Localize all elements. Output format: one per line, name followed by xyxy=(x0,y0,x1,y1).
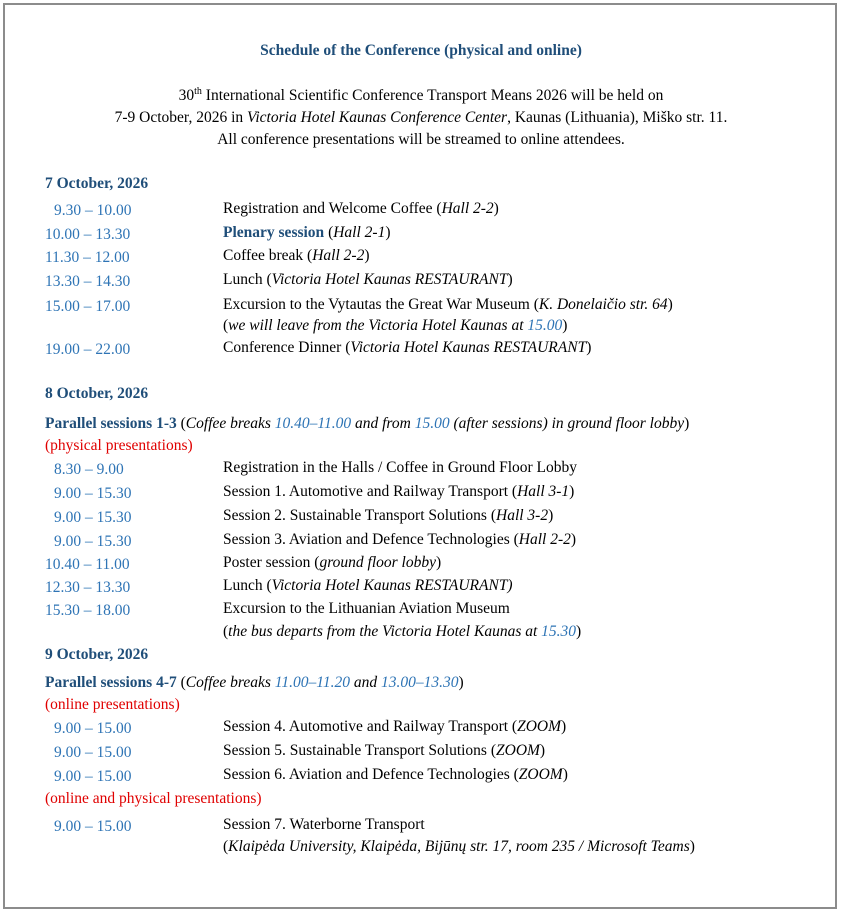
event-note: (we will leave from the Victoria Hotel Kaunas at 15.00) xyxy=(223,317,568,334)
time-slot: 12.30 – 13.30 xyxy=(45,579,131,596)
event-item: Plenary session (Hall 2-1) xyxy=(223,224,391,241)
time-slot: 9.30 – 10.00 xyxy=(54,202,132,219)
day-heading-3: 9 October, 2026 xyxy=(45,646,149,663)
event-item: Registration in the Halls / Coffee in Ground Floor Lobby xyxy=(223,459,578,476)
event-item: Session 3. Aviation and Defence Technologies (Hall 2-2) xyxy=(223,531,577,548)
plenary-label: Plenary session xyxy=(223,224,325,241)
intro-dates: 7-9 October, 2026 in xyxy=(114,109,248,126)
event-item: Session 5. Sustainable Transport Solutions (ZOOM) xyxy=(223,742,546,759)
time-slot: 15.30 – 18.00 xyxy=(45,602,131,619)
intro-line-2 xyxy=(0,109,842,127)
ordinal-suffix: th xyxy=(194,86,202,97)
parallel-sessions-header: Parallel sessions 4-7 (Coffee breaks 11.00–11.20 and 13.00–13.30) xyxy=(45,674,464,691)
event-item: Registration and Welcome Coffee (Hall 2-2) xyxy=(223,200,499,217)
intro-venue: Victoria Hotel Kaunas Conference Center xyxy=(247,109,508,126)
time-slot: 9.00 – 15.30 xyxy=(54,485,132,502)
time-slot: 9.00 – 15.00 xyxy=(54,768,132,785)
event-note: (Klaipėda University, Klaipėda, Bijūnų str. 17, room 235 / Microsoft Teams) xyxy=(223,838,695,855)
event-item: Excursion to the Vytautas the Great War Museum (K. Donelaičio str. 64) xyxy=(223,296,673,313)
intro-line-1-text: International Scientific Conference Transport Means 2026 will be held on xyxy=(201,87,664,104)
page-title: Schedule of the Conference (physical and online) xyxy=(260,42,582,59)
intro-line-3: All conference presentations will be streamed to online attendees. xyxy=(217,131,625,148)
intro-address: , Kaunas (Lithuania), Miško str. 11. xyxy=(507,109,728,126)
time-slot: 19.00 – 22.00 xyxy=(45,341,131,358)
event-item: Excursion to the Lithuanian Aviation Museum xyxy=(223,600,510,617)
parallel-sessions-header: Parallel sessions 1-3 (Coffee breaks 10.40–11.00 and from 15.00 (after sessions) in ground floor lobby) xyxy=(45,415,690,432)
day-heading-1: 7 October, 2026 xyxy=(45,175,149,192)
time-slot: 11.30 – 12.00 xyxy=(45,249,130,266)
event-item: Poster session (ground floor lobby) xyxy=(223,554,442,571)
event-item: Session 4. Automotive and Railway Transport (ZOOM) xyxy=(223,718,567,735)
intro-line-1 xyxy=(0,87,842,105)
time-slot: 10.00 – 13.30 xyxy=(45,226,131,243)
event-item: Conference Dinner (Victoria Hotel Kaunas RESTAURANT) xyxy=(223,339,592,356)
conference-number: 30 xyxy=(178,87,195,104)
event-item: Session 7. Waterborne Transport xyxy=(223,816,425,833)
time-slot: 9.00 – 15.00 xyxy=(54,818,132,835)
event-item: Session 2. Sustainable Transport Solutions (Hall 3-2) xyxy=(223,507,554,524)
event-item: Lunch (Victoria Hotel Kaunas RESTAURANT) xyxy=(223,577,513,594)
time-slot: 9.00 – 15.00 xyxy=(54,744,132,761)
presentation-mode: (online and physical presentations) xyxy=(45,790,262,807)
presentation-mode: (online presentations) xyxy=(45,696,180,713)
day-heading-2: 8 October, 2026 xyxy=(45,385,149,402)
time-slot: 9.00 – 15.30 xyxy=(54,509,132,526)
time-slot: 15.00 – 17.00 xyxy=(45,298,131,315)
presentation-mode: (physical presentations) xyxy=(45,437,193,454)
event-item: Coffee break (Hall 2-2) xyxy=(223,247,370,264)
time-slot: 9.00 – 15.00 xyxy=(54,720,132,737)
event-item: Session 6. Aviation and Defence Technologies (ZOOM) xyxy=(223,766,568,783)
time-slot: 8.30 – 9.00 xyxy=(54,461,124,478)
time-slot: 13.30 – 14.30 xyxy=(45,273,131,290)
event-note: (the bus departs from the Victoria Hotel Kaunas at 15.30) xyxy=(223,623,582,640)
event-item: Session 1. Automotive and Railway Transport (Hall 3-1) xyxy=(223,483,575,500)
event-item: Lunch (Victoria Hotel Kaunas RESTAURANT) xyxy=(223,271,513,288)
time-slot: 9.00 – 15.30 xyxy=(54,533,132,550)
time-slot: 10.40 – 11.00 xyxy=(45,556,130,573)
